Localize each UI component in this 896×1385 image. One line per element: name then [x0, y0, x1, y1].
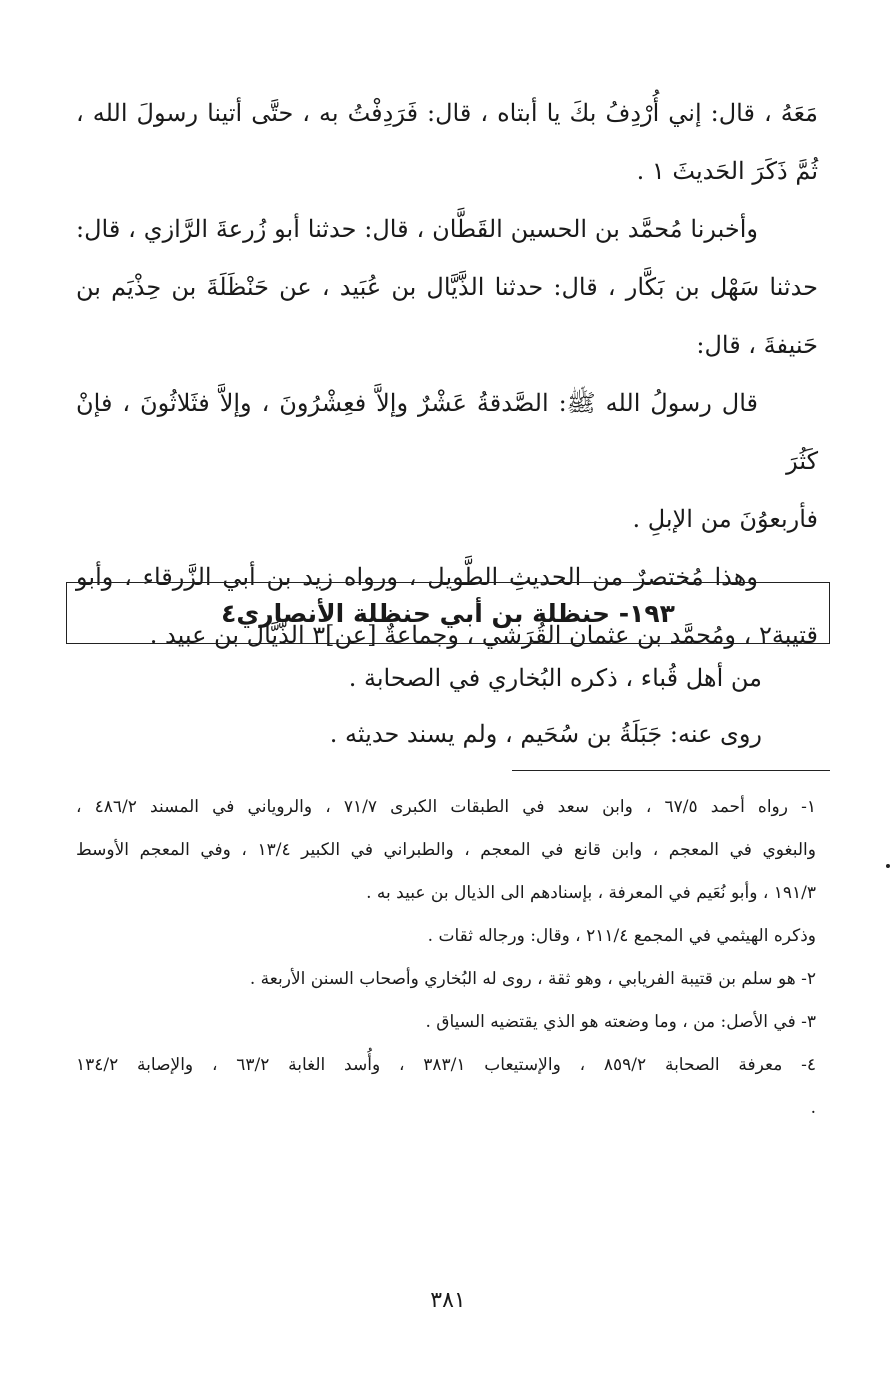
main-line: قتيبة٢ ، ومُحمَّد بن عثمان القُرَشي ، وجماعةٌ [عن]٣ الذَّيَّال بن عبيد . [149, 621, 818, 649]
main-line: حدثنا سَهْل بن بَكَّار ، قال: حدثنا الذَّيَّال بن عُبَيد ، عن حَنْظَلَةَ بن حِذْيَم بن [76, 273, 818, 301]
page-number: ٣٨١ [430, 1288, 466, 1313]
chapter-heading-box [66, 582, 830, 644]
main-line: ثُمَّ ذَكَرَ الحَديثَ ١ . [636, 157, 818, 185]
margin-mark [886, 864, 890, 868]
footnotes-block [76, 786, 816, 1130]
main-line: وهذا مُختصرٌ من الحديثِ الطَّويل ، ورواه زيد بن أبي الزَّرقاء ، وأبو [76, 563, 758, 591]
footnote-line: . [810, 1098, 816, 1118]
chapter-intro [330, 650, 762, 762]
footnote-line: وذكره الهيثمي في المجمع ٢١١/٤ ، وقال: ورجاله ثقات . [427, 926, 816, 946]
footnote-line: ٢- هو سلم بن قتيبة الفريابي ، وهو ثقة ، روى له البُخاري وأصحاب السنن الأربعة . [249, 969, 816, 989]
footnote-line: ١- رواه أحمد ٦٧/٥ ، وابن سعد في الطبقات الكبرى ٧١/٧ ، والروياني في المسند ٤٨٦/٢ ، [76, 797, 817, 817]
footnote-separator [512, 770, 830, 771]
footnote-line: ٣- في الأصل: من ، وما وضعته هو الذي يقتضيه السياق . [425, 1012, 816, 1032]
footnote-line: والبغوي في المعجم ، وابن قانع في المعجم ، والطبراني في الكبير ١٣/٤ ، وفي المعجم الأوسط [76, 840, 816, 860]
main-line: وأخبرنا مُحمَّد بن الحسين القَطَّان ، قال: حدثنا أبو زُرعةَ الرَّازي ، قال: [76, 215, 758, 243]
chapter-title: ١٩٣- حنظلة بن أبي حنظلة الأنصاري٤ [221, 598, 675, 628]
main-text-block [76, 84, 818, 664]
main-line: فأربعوُنَ من الإبلِ . [632, 505, 818, 533]
intro-line: روى عنه: جَبَلَةُ بن سُحَيم ، ولم يسند حديثه . [329, 720, 762, 748]
main-line: مَعَهُ ، قال: إني أُرْدِفُ بكَ يا أبتاه ، قال: فَرَدِفْتُ به ، حتَّى أتينا رسولَ الله ، [76, 99, 819, 127]
main-line: قال رسولُ الله ﷺ: الصَّدقةُ عَشْرٌ وإلاَّ فعِشْرُونَ ، وإلاَّ فثَلاثُونَ ، فإنْ كَثُرَ [76, 389, 818, 475]
main-line: حَنيفةَ ، قال: [696, 331, 818, 359]
footnote-line: ٤- معرفة الصحابة ٨٥٩/٢ ، والإستيعاب ٣٨٣/١ ، وأُسد الغابة ٦٣/٢ ، والإصابة ١٣٤/٢ [76, 1055, 816, 1075]
footnote-line: ١٩١/٣ ، وأبو نُعَيم في المعرفة ، بإسنادهم الى الذيال بن عبيد به . [366, 883, 816, 903]
intro-line: من أهل قُباء ، ذكره البُخاري في الصحابة . [348, 664, 762, 692]
